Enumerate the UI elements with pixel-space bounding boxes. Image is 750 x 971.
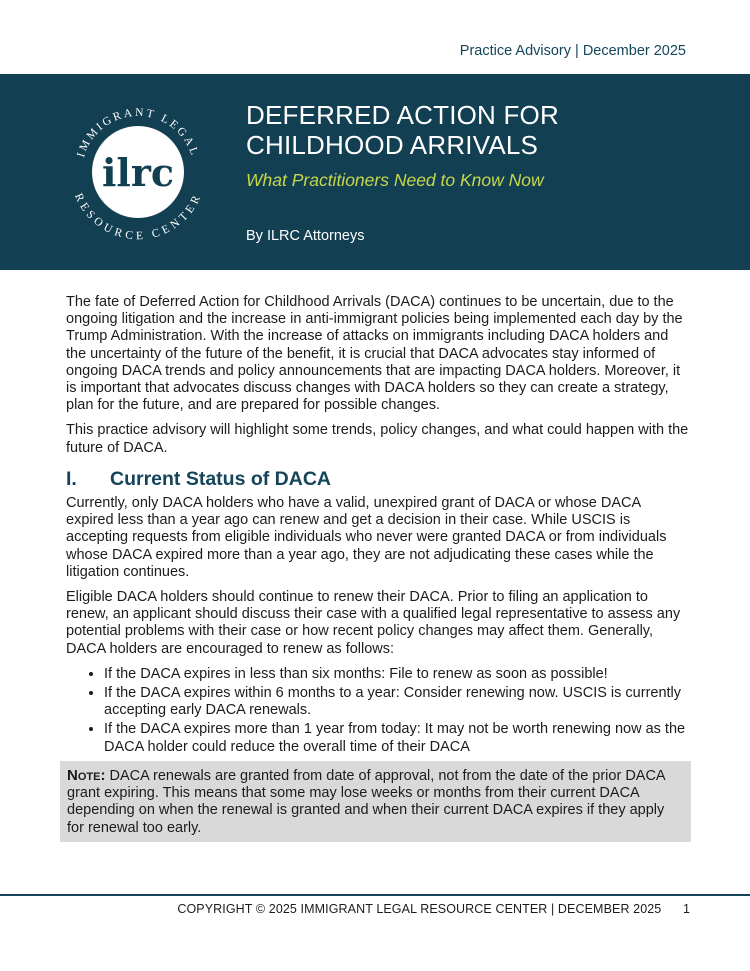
list-item: • If the DACA expires within 6 months to a year: Consider renewing now. USCIS is currently accepting early DACA renewals. xyxy=(104,685,690,719)
note-box xyxy=(60,761,691,842)
list-item: • If the DACA expires in less than six months: File to renew as soon as possible! xyxy=(104,666,690,683)
document-title-line-1: DEFERRED ACTION FOR xyxy=(246,100,559,130)
section-paragraph-1: Currently, only DACA holders who have a valid, unexpired grant of DACA or whose DACA expired less than a year ago can renew and get a decision in their case. While USCIS is accepting requests from eligible individuals who never were granted DACA or from individuals whose DACA expired more than a year ago, they are not adjudicating these cases while the litigation continues. xyxy=(66,495,667,580)
section-title: Current Status of DACA xyxy=(110,467,332,490)
note-text: DACA renewals are granted from date of approval, not from the date of the prior DACA grant expiring. This means that some may lose weeks or months from their current DACA depending on when the renewal is granted and when their current DACA expires if they apply for renewal too early. xyxy=(67,768,665,836)
document-title-line-2: CHILDHOOD ARRIVALS xyxy=(246,130,539,160)
renewal-guidance-list xyxy=(66,666,690,756)
intro-paragraph-1: The fate of Deferred Action for Childhood Arrivals (DACA) continues to be uncertain, due to the ongoing litigation and the increase in anti-immigrant policies being implemented each day by the Trump Administration. With the increase of attacks on immigrants including DACA holders and the uncertainty of the future of the benefit, it is crucial that DACA advocates stay informed of ongoing DACA trends and policy announcements that are impacting DACA holders. Moreover, it is important that advocates discuss changes with DACA holders so they can create a strategy, plan for the future, and are prepared for possible changes. xyxy=(66,294,683,414)
footer-divider xyxy=(0,894,750,896)
list-item: • If the DACA expires more than 1 year from today: It may not be worth renewing now as the DACA holder could reduce the overall time of their DACA xyxy=(104,721,690,755)
logo-wordmark: ilrc xyxy=(101,150,175,195)
page-number: 1 xyxy=(682,902,690,916)
logo-ring-bottom: RESOURCE CENTER xyxy=(72,191,204,243)
document-subtitle: What Practitioners Need to Know Now xyxy=(246,170,544,190)
byline: By ILRC Attorneys xyxy=(246,228,365,244)
section-paragraph-2: Eligible DACA holders should continue to renew their DACA. Prior to filing an application to renew, an applicant should discuss their case with a qualified legal representative to assess any potential problems with their case or how recent policy changes may affect them. Generally, DACA holders are encouraged to renew as follows: xyxy=(66,589,681,657)
document-body xyxy=(66,294,690,763)
note-label: Note: xyxy=(67,767,106,784)
footer-copyright: COPYRIGHT © 2025 IMMIGRANT LEGAL RESOURCE CENTER | DECEMBER 2025 xyxy=(177,902,662,916)
section-heading xyxy=(66,467,690,490)
ilrc-logo xyxy=(62,96,214,248)
practice-advisory-date: Practice Advisory | December 2025 xyxy=(459,43,686,59)
page-footer xyxy=(177,902,690,916)
intro-paragraph-2: This practice advisory will highlight some trends, policy changes, and what could happen with the future of DACA. xyxy=(66,422,689,456)
section-number: I. xyxy=(66,467,77,490)
banner-heading xyxy=(246,100,716,191)
logo-ring-top: IMMIGRANT LEGAL xyxy=(75,106,201,159)
